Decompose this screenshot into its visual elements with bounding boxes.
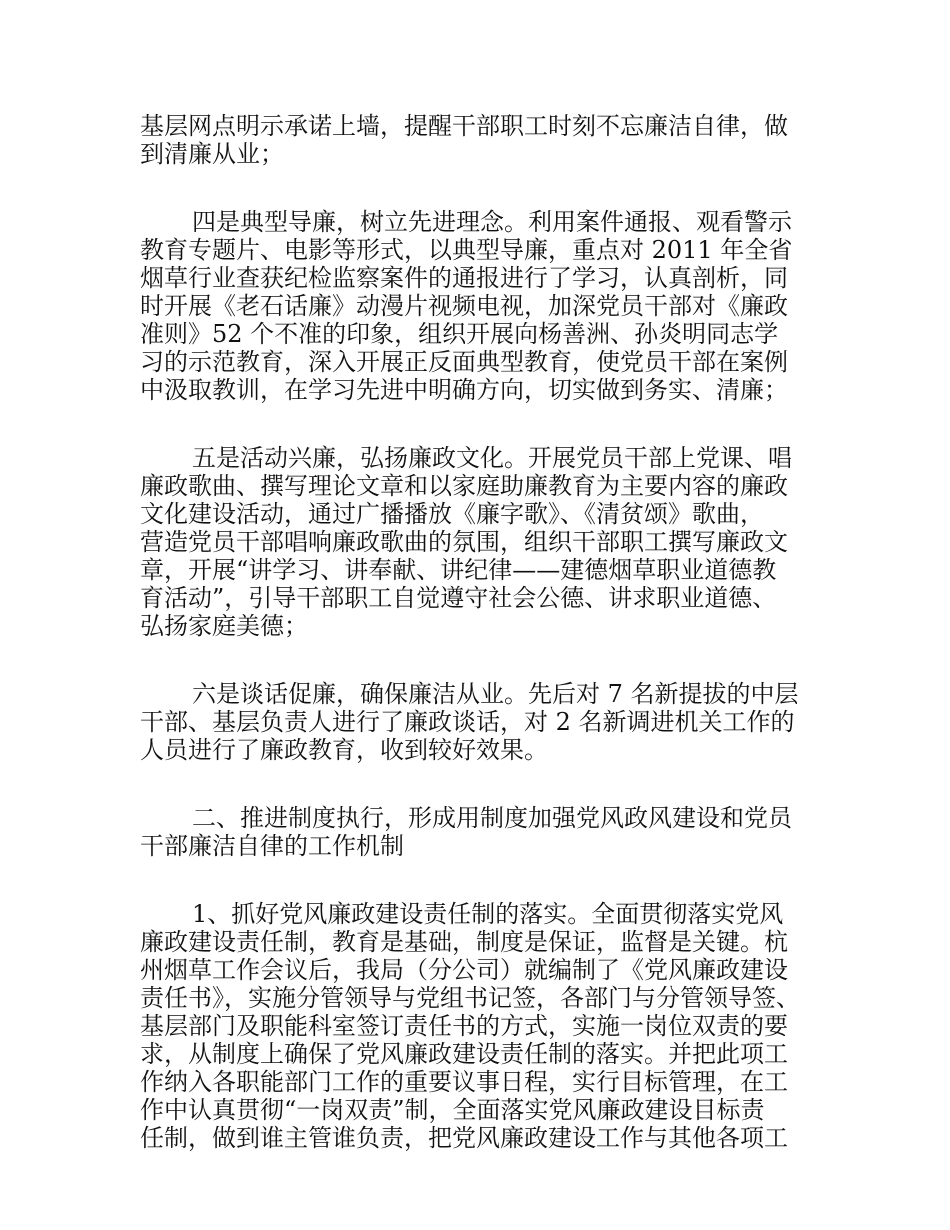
text-line: 作纳入各职能部门工作的重要议事日程，实行目标管理，在工 — [140, 1068, 788, 1096]
text-line: 1、抓好党风廉政建设责任制的落实。全面贯彻落实党风 — [192, 900, 784, 928]
text-line: 廉政建设责任制，教育是基础，制度是保证，监督是关键。杭 — [140, 928, 788, 956]
text-line: 干部廉洁自律的工作机制 — [140, 832, 404, 860]
text-line: 中汲取教训，在学习先进中明确方向，切实做到务实、清廉； — [140, 376, 788, 404]
text-line: 营造党员干部唱响廉政歌曲的氛围，组织干部职工撰写廉政文 — [140, 528, 788, 556]
paragraph-item-five — [140, 444, 830, 640]
paragraph-item-six — [140, 680, 830, 764]
paragraph-intro-continuation — [140, 112, 830, 168]
document-page — [140, 112, 830, 1152]
text-line: 时开展《老石话廉》动漫片视频电视，加深党员干部对《廉政 — [140, 292, 788, 320]
text-line: 基层网点明示承诺上墙，提醒干部职工时刻不忘廉洁自律，做 — [140, 112, 788, 140]
text-line: 廉政歌曲、撰写理论文章和以家庭助廉教育为主要内容的廉政 — [140, 472, 788, 500]
text-line: 四是典型导廉，树立先进理念。利用案件通报、观看警示 — [192, 208, 792, 236]
text-line: 基层部门及职能科室签订责任书的方式，实施一岗位双责的要 — [140, 1012, 788, 1040]
text-line: 六是谈话促廉，确保廉洁从业。先后对 7 名新提拔的中层 — [192, 680, 799, 708]
paragraph-spacer — [140, 860, 830, 900]
paragraph-spacer — [140, 168, 830, 208]
text-line: 到清廉从业； — [140, 140, 284, 168]
text-line: 五是活动兴廉，弘扬廉政文化。开展党员干部上党课、唱 — [192, 444, 792, 472]
text-line: 州烟草工作会议后，我局（分公司）就编制了《党风廉政建设 — [140, 956, 788, 984]
text-line: 作中认真贯彻“一岗双责”制，全面落实党风廉政建设目标责 — [140, 1096, 765, 1124]
paragraph-spacer — [140, 640, 830, 680]
text-line: 人员进行了廉政教育，收到较好效果。 — [140, 736, 548, 764]
text-line: 文化建设活动，通过广播播放《廉字歌》、《清贫颂》歌曲， — [140, 500, 764, 528]
text-line: 弘扬家庭美德； — [140, 612, 308, 640]
text-line: 习的示范教育，深入开展正反面典型教育，使党员干部在案例 — [140, 348, 788, 376]
section-heading-two — [140, 804, 830, 860]
text-line: 章，开展“讲学习、讲奉献、讲纪律——建德烟草职业道德教 — [140, 556, 777, 584]
text-line: 烟草行业查获纪检监察案件的通报进行了学习，认真剖析，同 — [140, 264, 788, 292]
paragraph-spacer — [140, 764, 830, 804]
text-line: 二、推进制度执行，形成用制度加强党风政风建设和党员 — [192, 804, 792, 832]
paragraph-item-four — [140, 208, 830, 404]
text-line: 责任书》，实施分管领导与党组书记签，各部门与分管领导签、 — [140, 984, 800, 1012]
text-line: 育活动”，引导干部职工自觉遵守社会公德、讲求职业道德、 — [140, 584, 777, 612]
text-line: 教育专题片、电影等形式，以典型导廉，重点对 2011 年全省 — [140, 236, 793, 264]
text-line: 求，从制度上确保了党风廉政建设责任制的落实。并把此项工 — [140, 1040, 788, 1068]
paragraph-spacer — [140, 404, 830, 444]
text-line: 准则》52 个不准的印象，组织开展向杨善洲、孙炎明同志学 — [140, 320, 779, 348]
paragraph-subitem-one — [140, 900, 830, 1152]
text-line: 任制，做到谁主管谁负责，把党风廉政建设工作与其他各项工 — [140, 1124, 788, 1152]
text-line: 干部、基层负责人进行了廉政谈话，对 2 名新调进机关工作的 — [140, 708, 795, 736]
